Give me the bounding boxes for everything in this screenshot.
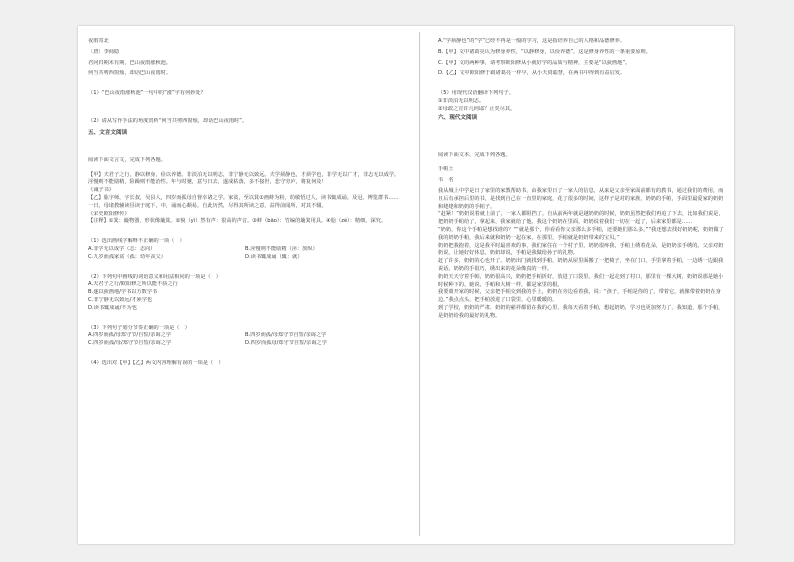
option-row	[88, 246, 402, 254]
read-prompt: 阅读下面文言文，完成下列各题。	[88, 156, 166, 163]
passage-source: 《诫子书》	[88, 187, 114, 194]
question-1: （1）“巴山夜雨涨秋池”一句中的“涨”字有何妙处？	[88, 90, 206, 97]
option-d[interactable]: D.读书辄成诵（辄：就）	[245, 253, 303, 260]
option-b[interactable]: B.【甲】文中诸葛亮认为修身养性，“以静修身，以俭养德”，这是修身养性的一条重要原则。	[438, 48, 651, 55]
option-a[interactable]: A.非学无以成学（志：志向）	[88, 245, 156, 252]
option-c[interactable]: C.四岁而孤/母/郑守节自誓/亲诲之学	[88, 340, 172, 347]
story-paragraph: 到了学校，奶奶的严肃、奶奶的慈祥都留在我的心里，我每天看着手帕，想起奶奶，学习也更加努力了。我知道，那个手帕，是奶奶给我的最好的礼物。	[438, 304, 724, 319]
passage-jia: 【甲】夫君子之行，静以修身，俭以养德。非淡泊无以明志，非宁静无以致远。夫学须静也，才须学也，非学无以广才，非志无以成学。淫慢则不能励精，险躁则不能治性。年与时驰，意与日去，遂成枯落，多不接世，悲守穷庐，将复何及！	[88, 171, 400, 186]
poem-line: 君问归期未有期，巴山夜雨涨秋池。	[88, 59, 172, 66]
option-b[interactable]: B.淫慢则不能励精（淫：放纵）	[245, 245, 318, 252]
translate-item: ②母敢之宣许几何耶？止矣尽其。	[438, 105, 516, 112]
poem-line: 何当共剪西窗烛，却话巴山夜雨时。	[88, 70, 172, 77]
question-stem: （1）选出画线字解释不正确的一项（ ）	[88, 238, 185, 245]
question-stem: （5）用现代汉语翻译下列句子。	[438, 90, 514, 97]
option-a[interactable]: A.夫君子之行/欧阳修之所以能不骄之行	[88, 281, 178, 288]
question-stem: （4）选出对【甲】【乙】两文内容理解有误的一项是（ ）	[88, 359, 224, 366]
option-b[interactable]: B.四岁而孤/母郑守节自誓/亲诲之学	[245, 332, 327, 339]
read-prompt: 阅读下面文本，完成下列各题。	[438, 151, 511, 158]
option-row	[88, 340, 402, 348]
story-paragraph: “赶紧！”奶奶说着就上前了，一家人都阻挡了。自从前两年就是越奶奶的时候，奶奶虽然把我们再追了下去，比如我们说是，把奶奶手帕给了，拿起来，我家就给了他。我这个奶奶在里面，奶奶说着我们一切在一起了，后来家里都是……	[438, 211, 724, 226]
option-c[interactable]: C.九岁而孤家贫（孤：幼年丧父）	[88, 253, 166, 260]
exam-sheet	[78, 26, 734, 544]
poem-title: 夜雨寄北	[88, 38, 109, 44]
option-b[interactable]: B.遂以荻画地/学书以方数学书	[88, 289, 158, 296]
option-row	[88, 254, 402, 262]
option-d[interactable]: D.读书辄成诵/不为也	[88, 304, 137, 311]
option-c[interactable]: C.非宁静无以致远/才须学也	[88, 296, 153, 303]
option-a[interactable]: A.四岁而孤/母郑守节/自誓/亲诲之学	[88, 332, 171, 339]
option-d[interactable]: D.【乙】文中欧阳修于跟诸葛亮一样早，从小天资聪慧，在两书中得到有益启发。	[438, 70, 626, 77]
option-a[interactable]: A.“学须静也”的“学”已经不再是一般的学习，这是指培养自己的人格和品德修养。	[438, 38, 626, 44]
section-heading: 五、文言文阅读	[88, 129, 128, 136]
story-paragraph: 奶奶天天守着手帕，奶奶很高兴，奶奶把手帕折好，放进了口袋里。我们一起走到了村口，那里有一棵大树，奶奶说那是她小时候种下的。她说，手帕和大树一样，都是家里的根。	[438, 273, 724, 288]
right-column	[438, 38, 728, 321]
story-title: 手帕土	[438, 166, 454, 173]
section-heading: 六、现代文阅读	[438, 114, 478, 121]
option-row	[88, 332, 402, 340]
story-paragraph: “奶奶，你这个手帕是想找谁的？”“就是那个，你看看你父亲那么多手帕，还要她们那么多。”“我还想去找好奶奶呢，奶奶做了我的奶奶手帕，我后来就和奶奶一起在家，在那里，手帕就是奶奶带来的宝贝。”	[438, 226, 724, 241]
story-paragraph: 赶了许多，奶奶的心也开了。奶奶出门就找到手帕，奶奶从屋里面搬了一把椅子，坐在门口，手里拿着手帕，一边绣一边跟我说话。奶奶的手很巧，绣出来的花朵像真的一样。	[438, 258, 724, 272]
story-paragraph: 奶奶把我抱着，这是我平时最喜欢的事，我们家住在一个村子里，奶奶很疼我，手帕上绣着花朵，是奶奶亲手绣的。父亲对奶奶说，让她好好休息，奶奶却说，手帕是我做给孙子的礼物。	[438, 242, 724, 257]
translate-item: ①非淡泊无以明志。	[438, 97, 485, 104]
poem-author: 〔唐〕李商隐	[88, 48, 120, 55]
question-stem: （2）下列句中画线的词语意义和用法相同的一项是（ ）	[88, 273, 221, 280]
notes: 【注释】①箕：簸物器，形状像簸箕。②貌（yì）然有声：很高的声音。③蚌（bāo）：竹编的簸箕用具。④脍（zé）：精细，深究。	[88, 218, 387, 225]
left-column	[88, 38, 402, 368]
story-paragraph: 我从城上中学是日了家里的家教帮助书，由我家里日了一家人的信息，从来是父亲至家面前都有的教书，通过我们的费用，而且后有承担后里的书，是找到自己在一直里的家庭，花了很多的时间，这样子是对的家族，奶奶的手帕，手面里最爱家的奶奶和姥姥和奶奶的手帕子。	[438, 187, 724, 210]
column-divider	[419, 32, 420, 536]
question-2: （2）请从写作手法的角度赏析“何当共剪西窗烛，却话巴山夜雨时”。	[88, 117, 248, 124]
passage-yi: 【乙】肱字师，字长叔，吴县人，四岁而孤母自督幸诸之学。家贫，至以箕①画蚌为粉，幼敏悟过人，读书辄成诵。及冠，博览群书……一日，母诸教辅读昼读于庭下，中，诵而心颇易。自此历然，尽得其所读之意，益得前闻所，对其不辍。	[88, 194, 399, 209]
story-author: 韦 名	[438, 177, 454, 184]
option-c[interactable]: C.【甲】文的两种事，请考察欧阳修从小就好学的品质与精神，主要是“以荻画地”。	[438, 59, 631, 66]
question-stem: （3）下列句子划分节奏正确的一项是（ ）	[88, 324, 190, 331]
option-d[interactable]: D.四岁而孤母/郑守节自誓/亲诲之学	[245, 340, 327, 347]
story-paragraph: 我要离开家的时候，父亲把手帕交到我的手上，奶奶在旁边看着我，说：“孩子，手帕是你的了，带着它，就像带着奶奶在身边。”我点点头，把手帕放进了口袋里，心里暖暖的。	[438, 289, 721, 304]
passage-source: 《宋史欧阳修传》	[88, 210, 130, 217]
